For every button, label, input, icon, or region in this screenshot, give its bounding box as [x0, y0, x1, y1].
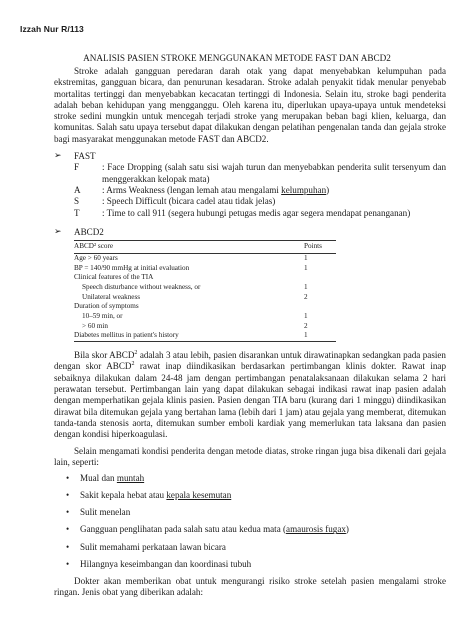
bullet-dot-icon: • [66, 490, 70, 501]
table-row [74, 253, 336, 263]
list-item-text [80, 473, 144, 484]
fast-heading [54, 151, 446, 162]
fast-letter: T [74, 207, 80, 218]
table-row [74, 302, 336, 312]
text-part: Sulit menelan [80, 507, 131, 518]
fast-item-s [74, 196, 446, 207]
table-cell-points [304, 273, 336, 283]
bullet-dot-icon: • [66, 524, 70, 535]
fast-list [54, 162, 446, 218]
table-cell-label: Unilateral weakness [82, 292, 141, 301]
text-part: rawat inap diindikasikan berdasarkan pertimbangan klinis dokter. Rawat inap sebaiknya dilakukan dalam 24-48 jam dengan pertimbangan penatalaksanaan dilakukan selama 2 hari perawatan tersebut. Pertimbangan lain yang dapat dilakukan sebagai indikasi rawat inap pasien adalah dengan memperhatikan gejala klinis pasien. Pasien dengan TIA baru (kurang dari 1 minggu) diindikasikan dirawat bila ditemukan gejala yang bertahan lama (lebih dari 1 jam) atau gejala yang memberat, ditemukan tanda-tanda stenosis aorta, ditemukan sumber emboli kardiak yang memerlukan tata laksana dan pasien dengan kondisi hiperkoagulasi. [54, 361, 447, 440]
table-cell-label: Duration of symptoms [74, 302, 139, 311]
fast-item-a [74, 185, 446, 196]
table-cell-label: 10–59 min, or [82, 312, 123, 321]
underlined-term: amaurosis fugax [286, 524, 346, 535]
text-part: Bila skor ABCD [74, 350, 135, 361]
text-part: Sulit memahami perkataan lawan bicara [80, 541, 226, 552]
table-row [74, 322, 336, 332]
list-item [66, 473, 446, 484]
fast-text-part: ) [326, 184, 330, 195]
fast-text: : Face Dropping (salah satu sisi wajah turun dan menyebabkan penderita sulit tersenyum dan menggerakkan kelopak mata) [102, 162, 446, 184]
bullet-dot-icon: • [66, 473, 70, 484]
table-row [74, 312, 336, 322]
fast-text: : Speech Difficult (bicara cadel atau tidak jelas) [102, 196, 276, 207]
list-item [66, 524, 446, 535]
text-part: Gangguan penglihatan pada salah satu atau kedua mata ( [80, 524, 287, 535]
list-item-text [80, 524, 349, 535]
fast-item-t [74, 208, 446, 219]
text-part: adalah 3 atau lebih, pasien disarankan untuk dirawatinapkan sedangkan pada pasien dengan skor ABCD [54, 350, 446, 372]
fast-item-f [74, 162, 446, 185]
list-item [66, 559, 446, 570]
table-cell-points [304, 302, 336, 312]
table-row [74, 273, 336, 283]
table-row [74, 283, 336, 293]
underlined-term: kepala kesemutan [166, 490, 232, 501]
underlined-term: kelumpuhan [281, 184, 327, 195]
fast-text-part: : Arms Weakness (lengan lemah atau mengalami [102, 184, 282, 195]
underlined-term: muntah [116, 473, 145, 484]
table-cell-points: 1 [304, 253, 308, 262]
bullet-dot-icon: • [66, 558, 70, 569]
table-cell-points: 1 [304, 282, 308, 291]
list-item-text [80, 542, 226, 553]
table-cell-label: BP = 140/90 mmHg at initial evaluation [74, 263, 190, 272]
table-row [74, 264, 336, 274]
superscript: 2 [134, 350, 138, 357]
document-body [54, 66, 446, 598]
table-header-score: ABCD² score [74, 241, 304, 254]
list-item [66, 542, 446, 553]
symptoms-intro: Selain mengamati kondisi penderita dengan metode diatas, stroke ringan juga bisa dikenali dari gejala lain, seperti: [54, 445, 446, 467]
table-cell-points: 1 [304, 263, 308, 272]
abcd2-paragraph [54, 350, 446, 440]
document-title: ANALISIS PASIEN STROKE MENGGUNAKAN METODE FAST DAN ABCD2 [83, 53, 391, 63]
fast-text: : Time to call 911 (segera hubungi petugas medis agar segera mendapat penanganan) [102, 207, 411, 218]
symptom-list [66, 473, 446, 570]
table-header-row [74, 241, 336, 254]
table-cell-label: > 60 min [82, 321, 109, 330]
table-header-points: Points [304, 241, 336, 254]
abcd2-score-table [74, 240, 336, 342]
fast-letter: F [74, 162, 80, 173]
table-row [74, 293, 336, 303]
intro-paragraph: Stroke adalah gangguan peredaran darah otak yang dapat menyebabkan kelumpuhan pada ekstremitas, gangguan bicara, dan penurunan kesadaran. Stroke adalah penyakit tidak menular penyebab mortalitas tertinggi dan menyebabkan kecacatan tertinggi di Indonesia. Selain itu, stroke bagi penderita adalah beban kehidupan yang mengganggu. Oleh karena itu, diperlukan upaya-upaya untuk mendeteksi stroke sedini mungkin untuk mencegah terjadi stroke yang merupakan beban bagi klien, keluarga, dan komunitas. Salah satu upaya tersebut dapat dilakukan dengan pelatihan pengenalan tanda dan gejala stroke bagi masyarakat menggunakan metode FAST dan ABCD2. [54, 66, 446, 144]
list-item-text [80, 507, 130, 518]
fast-letter: S [74, 196, 80, 207]
fast-letter: A [74, 184, 81, 195]
fast-text [102, 185, 446, 196]
table-cell-label: Age > 60 years [74, 253, 118, 262]
author-header: Izzah Nur R/113 [20, 24, 84, 34]
text-part: Mual dan [80, 473, 117, 484]
table-cell-points: 1 [304, 312, 308, 321]
abcd2-heading [54, 227, 446, 238]
arrow-bullet-icon: ➢ [54, 226, 62, 237]
table-cell-points: 2 [304, 321, 308, 330]
table-cell-label: Diabetes mellitus in patient's history [74, 331, 304, 341]
table-cell-label: Speech disturbance without weakness, or [82, 282, 201, 291]
table-cell-label: Clinical features of the TIA [74, 273, 154, 282]
bullet-dot-icon: • [66, 507, 70, 518]
fast-heading-label: FAST [74, 151, 96, 162]
bullet-dot-icon: • [66, 541, 70, 552]
text-part: Sakit kepala hebat atau [80, 490, 167, 501]
table-row [74, 331, 336, 341]
table-cell-points: 1 [304, 331, 336, 341]
abcd2-heading-label: ABCD2 [74, 226, 104, 237]
arrow-bullet-icon: ➢ [54, 151, 62, 162]
list-item [66, 490, 446, 501]
list-item [66, 507, 446, 518]
list-item-text [80, 559, 251, 570]
text-part: Hilangnya keseimbangan dan koordinasi tubuh [80, 558, 252, 569]
text-part: ) [345, 524, 349, 535]
closing-paragraph: Dokter akan memberikan obat untuk mengurangi risiko stroke setelah pasien mengalami stroke ringan. Jenis obat yang diberikan adalah: [54, 575, 446, 598]
superscript: 2 [131, 361, 135, 368]
list-item-text [80, 490, 231, 501]
table-cell-points: 2 [304, 292, 308, 301]
